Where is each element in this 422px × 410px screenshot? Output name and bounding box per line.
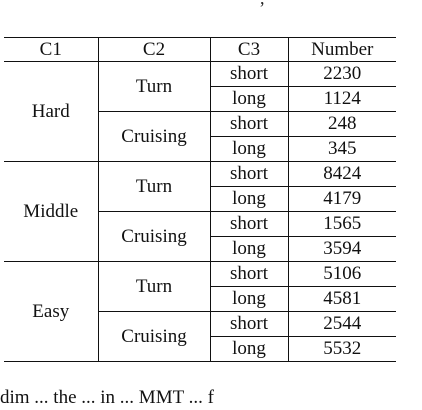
header-c3: C3 (210, 38, 288, 62)
number-cell: 8424 (288, 162, 396, 187)
number-cell: 2544 (288, 312, 396, 337)
c3-cell: short (210, 112, 288, 137)
c2-cruising-cell: Cruising (98, 312, 210, 362)
c3-cell: long (210, 337, 288, 362)
number-cell: 2230 (288, 62, 396, 87)
c1-hard-cell: Hard (4, 62, 98, 162)
number-cell: 1124 (288, 87, 396, 112)
table-row (4, 62, 396, 87)
body-text-fragment: dim ... the ... in ... MMT ... f (0, 387, 214, 408)
header-number: Number (288, 38, 396, 62)
dataset-table-container (4, 37, 396, 362)
table-row (4, 162, 396, 187)
top-text-fragment (0, 0, 422, 10)
header-c2: C2 (98, 38, 210, 62)
c3-cell: long (210, 87, 288, 112)
c1-middle-cell: Middle (4, 162, 98, 262)
number-cell: 5106 (288, 262, 396, 287)
table-row (4, 262, 396, 287)
header-c1: C1 (4, 38, 98, 62)
c3-cell: short (210, 162, 288, 187)
number-cell: 248 (288, 112, 396, 137)
c3-cell: short (210, 212, 288, 237)
c3-cell: long (210, 287, 288, 312)
c2-turn-cell: Turn (98, 62, 210, 112)
c2-cruising-cell: Cruising (98, 212, 210, 262)
c3-cell: long (210, 137, 288, 162)
number-cell: 3594 (288, 237, 396, 262)
c1-easy-cell: Easy (4, 262, 98, 362)
number-cell: 1565 (288, 212, 396, 237)
dataset-statistics-table (4, 37, 396, 362)
c3-cell: short (210, 312, 288, 337)
c2-turn-cell: Turn (98, 262, 210, 312)
c2-cruising-cell: Cruising (98, 112, 210, 162)
c3-cell: long (210, 237, 288, 262)
top-fragment-text (260, 0, 265, 10)
number-cell: 345 (288, 137, 396, 162)
c3-cell: short (210, 62, 288, 87)
number-cell: 4179 (288, 187, 396, 212)
table-header-row (4, 38, 396, 62)
c2-turn-cell: Turn (98, 162, 210, 212)
c3-cell: long (210, 187, 288, 212)
c3-cell: short (210, 262, 288, 287)
number-cell: 5532 (288, 337, 396, 362)
number-cell: 4581 (288, 287, 396, 312)
